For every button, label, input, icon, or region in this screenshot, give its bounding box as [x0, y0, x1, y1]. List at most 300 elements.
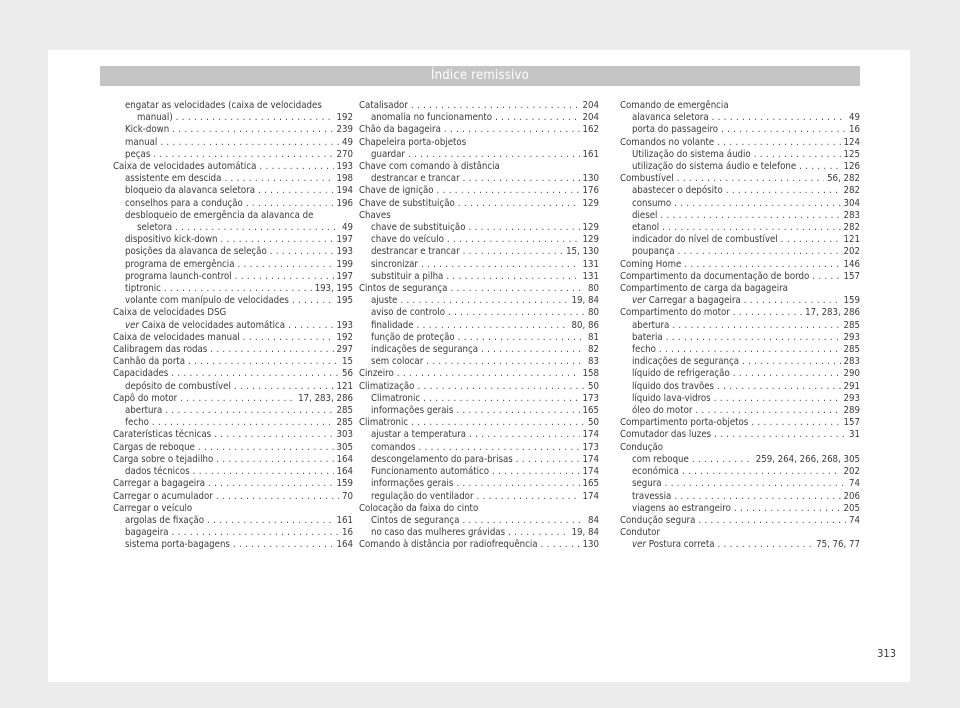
- dot-leader: [674, 491, 840, 503]
- dot-leader: [659, 344, 841, 356]
- index-entry-page: 283: [843, 356, 860, 368]
- index-entry: [620, 527, 860, 539]
- index-entry-page: 193: [336, 161, 353, 173]
- index-entry: [113, 491, 353, 503]
- index-entry: [359, 161, 599, 173]
- index-entry-page: 204: [582, 112, 599, 124]
- index-entry-label: Caraterísticas técnicas: [113, 429, 212, 441]
- dot-leader: [288, 320, 333, 332]
- index-entry-page: 31: [849, 429, 860, 441]
- index-entry-page: 161: [582, 148, 599, 160]
- index-entry: [620, 161, 860, 173]
- index-entry-page: 49: [849, 112, 860, 124]
- index-entry-page: 80: [588, 307, 599, 319]
- index-entry-label: Chave de substituição: [359, 197, 455, 209]
- index-entry-page: 285: [843, 344, 860, 356]
- index-entry: [113, 320, 353, 332]
- index-entry-page: 19, 84: [571, 295, 599, 307]
- index-entry-page: 205: [843, 502, 860, 514]
- dot-leader: [733, 307, 802, 319]
- dot-leader: [469, 222, 580, 234]
- index-entry-page: 174: [582, 490, 599, 502]
- index-entry-label: bloqueio da alavanca seletora: [125, 185, 255, 197]
- dot-leader: [754, 149, 841, 161]
- index-entry: [113, 368, 353, 380]
- index-entry-label: poupança: [632, 246, 675, 258]
- index-entry-page: 165: [582, 405, 599, 417]
- index-entry-label: Carga sobre o tejadilho: [113, 453, 214, 465]
- index-entry-page: 158: [582, 368, 599, 380]
- index-entry: [620, 466, 860, 478]
- index-entry-label: Capô do motor: [113, 392, 178, 404]
- index-entry-label: comandos: [371, 441, 416, 453]
- dot-leader: [235, 271, 334, 283]
- index-entry-page: 193, 195: [314, 283, 353, 295]
- dot-leader: [188, 356, 339, 368]
- dot-leader: [214, 429, 333, 441]
- index-entry-label: informações gerais: [371, 478, 454, 490]
- index-entry: [620, 222, 860, 234]
- index-entry-label: Cintos de segurança: [371, 514, 460, 526]
- index-entry: [113, 185, 353, 197]
- index-entry: [620, 173, 860, 185]
- index-entry-label: Catalisador: [359, 100, 408, 111]
- index-entry: [113, 246, 353, 258]
- index-entry-label: indicações de segurança: [632, 356, 739, 368]
- index-entry-page: 146: [843, 258, 860, 270]
- index-entry: [620, 149, 860, 161]
- index-entry: [359, 283, 599, 295]
- index-entry-page: 84: [588, 514, 599, 526]
- index-entry-label: Compartimento do motor: [620, 307, 730, 319]
- index-entry: [359, 368, 599, 380]
- index-entry: [113, 283, 353, 295]
- index-entry: [620, 259, 860, 271]
- index-entry: [359, 454, 599, 466]
- index-entry-page: 174: [582, 466, 599, 478]
- dot-leader: [216, 491, 339, 503]
- index-entry: [113, 527, 353, 539]
- dot-leader: [172, 124, 333, 136]
- index-entry-label: Compartimento porta-objetos: [620, 417, 749, 429]
- dot-leader: [463, 173, 580, 185]
- dot-leader: [176, 112, 334, 124]
- index-entry-label: programa de emergência: [125, 258, 235, 270]
- index-entry-page: 121: [843, 234, 860, 246]
- dot-leader: [423, 393, 579, 405]
- index-entry-page: 239: [336, 124, 353, 136]
- index-entry: [359, 539, 599, 551]
- page-number: 313: [877, 647, 896, 660]
- index-entry-label: dispositivo kick-down: [125, 234, 218, 246]
- index-entry-page: 206: [843, 490, 860, 502]
- index-entry: [620, 307, 860, 319]
- index-entry-page: 49: [342, 136, 353, 148]
- index-entry-label: Capacidades: [113, 368, 169, 380]
- index-entry-page: 290: [843, 368, 860, 380]
- dot-leader: [397, 368, 580, 380]
- dot-leader: [463, 246, 563, 258]
- see-reference: ver: [632, 295, 646, 307]
- index-entry: [620, 295, 860, 307]
- index-entry-label: abertura: [632, 319, 670, 331]
- index-entry-page: 202: [843, 246, 860, 258]
- index-entry-page: 129: [582, 197, 599, 209]
- dot-leader: [208, 478, 334, 490]
- dot-leader: [714, 393, 841, 405]
- index-entry: [359, 442, 599, 454]
- dot-leader: [160, 137, 339, 149]
- index-entry-label: económica: [632, 466, 679, 478]
- index-entry-label: manual): [137, 112, 173, 124]
- dot-leader: [462, 515, 585, 527]
- index-entry-page: 198: [336, 173, 353, 185]
- index-entry-page: 130: [582, 173, 599, 185]
- index-entry-label: no caso das mulheres grávidas: [371, 527, 506, 539]
- dot-leader: [660, 210, 840, 222]
- index-entry-page: 173: [582, 441, 599, 453]
- dot-leader: [717, 381, 840, 393]
- dot-leader: [799, 161, 840, 173]
- index-entry-page: 81: [588, 331, 599, 343]
- index-entry-page: 130: [582, 539, 599, 551]
- index-entry-label: destrancar e trancar: [371, 246, 460, 258]
- see-reference: ver: [125, 319, 139, 331]
- index-entry-label: Chaves: [359, 209, 391, 221]
- index-entry: [620, 344, 860, 356]
- index-entry: [620, 234, 860, 246]
- index-entry-label: líquido dos travões: [632, 380, 715, 392]
- dot-leader: [508, 527, 568, 539]
- index-entry: [620, 417, 860, 429]
- index-entry-label: diesel: [632, 209, 658, 221]
- dot-leader: [751, 417, 840, 429]
- dot-leader: [682, 466, 841, 478]
- index-entry-label: bagageira: [125, 527, 169, 539]
- index-entry-page: 159: [336, 478, 353, 490]
- dot-leader: [400, 295, 568, 307]
- index-entry-page: 75, 76, 77: [816, 539, 860, 551]
- index-entry-label: Combustível: [620, 173, 674, 185]
- index-entry: [620, 100, 860, 112]
- index-entry: [620, 112, 860, 124]
- index-entry: [359, 137, 599, 149]
- dot-leader: [444, 124, 580, 136]
- dot-leader: [153, 149, 333, 161]
- index-entry-page: 285: [336, 417, 353, 429]
- index-entry-label: finalidade: [371, 319, 414, 331]
- index-entry-label: Compartimento da documentação de bordo: [620, 270, 810, 282]
- index-entry-page: 196: [336, 197, 353, 209]
- dot-leader: [695, 405, 840, 417]
- index-entry: [359, 491, 599, 503]
- index-entry-page: 80, 86: [571, 319, 599, 331]
- index-entry-page: 173: [582, 392, 599, 404]
- dot-leader: [270, 246, 334, 258]
- index-entry-page: 70: [342, 490, 353, 502]
- dot-leader: [684, 259, 840, 271]
- index-entry-page: 15, 130: [566, 246, 599, 258]
- dot-leader: [417, 381, 585, 393]
- index-entry: [359, 503, 599, 515]
- index-entry-label: com reboque: [632, 453, 689, 465]
- dot-leader: [238, 259, 334, 271]
- index-entry: [620, 124, 860, 136]
- index-entry: [359, 307, 599, 319]
- dot-leader: [714, 429, 846, 441]
- index-entry-label: substituir a pilha: [371, 270, 444, 282]
- index-entry: [359, 100, 599, 112]
- index-entry-label: líquido lava-vidros: [632, 392, 711, 404]
- dot-leader: [541, 539, 580, 551]
- index-entry-label: Caixa de velocidades DSG: [113, 307, 227, 319]
- index-entry: [620, 491, 860, 503]
- index-entry-label: porta do passageiro: [632, 124, 719, 136]
- page-title: Índice remissivo: [431, 68, 529, 83]
- index-entry: [359, 173, 599, 185]
- index-entry-page: 157: [843, 417, 860, 429]
- dot-leader: [258, 185, 334, 197]
- dot-leader: [672, 320, 840, 332]
- index-entry-page: 74: [849, 514, 860, 526]
- index-entry-text: Carregar a bagageira: [648, 295, 741, 307]
- index-entry: [113, 466, 353, 478]
- index-entry-label: Climatronic: [359, 417, 409, 429]
- index-entry: [113, 381, 353, 393]
- dot-leader: [678, 246, 841, 258]
- index-entry: [113, 539, 353, 551]
- index-entry-page: 129: [582, 234, 599, 246]
- index-entry: [359, 259, 599, 271]
- index-entry-page: 204: [582, 100, 599, 111]
- dot-leader: [411, 417, 585, 429]
- index-entry: [359, 344, 599, 356]
- dot-leader: [446, 271, 579, 283]
- index-entry-label: bateria: [632, 331, 663, 343]
- index-entry-page: 305: [336, 441, 353, 453]
- index-entry-label: volante com manípulo de velocidades: [125, 295, 289, 307]
- index-entry-label: Coming Home: [620, 258, 682, 270]
- index-entry-label: Carregar a bagageira: [113, 478, 205, 490]
- dot-leader: [742, 356, 841, 368]
- index-entry-page: 83: [588, 356, 599, 368]
- index-entry-page: 16: [849, 124, 860, 136]
- dot-leader: [152, 417, 334, 429]
- dot-leader: [233, 539, 334, 551]
- index-entry-page: 283: [843, 209, 860, 221]
- index-entry-label: líquido de refrigeração: [632, 368, 730, 380]
- dot-leader: [674, 198, 840, 210]
- dot-leader: [426, 356, 585, 368]
- index-entry-page: 131: [582, 270, 599, 282]
- index-entry: [620, 515, 860, 527]
- index-entry: [113, 173, 353, 185]
- index-entry: [113, 149, 353, 161]
- index-entry-page: 293: [843, 392, 860, 404]
- dot-leader: [721, 124, 846, 136]
- index-entry: [359, 393, 599, 405]
- index-entry-page: 192: [336, 112, 353, 124]
- dot-leader: [216, 454, 333, 466]
- index-entry-label: desbloqueio de emergência da alavanca de: [125, 209, 314, 221]
- dot-leader: [246, 198, 334, 210]
- index-entry: [359, 149, 599, 161]
- index-entry-label: Cinzeiro: [359, 368, 394, 380]
- index-entry: [620, 283, 860, 295]
- index-entry-page: 15: [342, 356, 353, 368]
- index-entry: [359, 222, 599, 234]
- index-entry-label: aviso de controlo: [371, 307, 446, 319]
- index-entry-label: [125, 320, 285, 332]
- index-entry: [113, 234, 353, 246]
- index-entry-label: Comando de emergência: [620, 100, 729, 111]
- index-entry-page: 82: [588, 344, 599, 356]
- index-entry-label: peças: [125, 148, 151, 160]
- index-entry-page: 289: [843, 405, 860, 417]
- index-entry-page: 124: [843, 136, 860, 148]
- index-entry: [113, 222, 353, 234]
- dot-leader: [418, 442, 579, 454]
- index-column-3: [620, 100, 860, 552]
- index-entry-label: Comando à distância por radiofrequência: [359, 539, 538, 551]
- index-entry-page: 270: [336, 148, 353, 160]
- index-entry: [620, 381, 860, 393]
- index-entry-label: manual: [125, 136, 158, 148]
- index-column-2: [359, 100, 599, 552]
- index-entry-label: ajuste: [371, 295, 398, 307]
- index-entry: [359, 478, 599, 490]
- index-entry-page: 17, 283, 286: [805, 307, 860, 319]
- dot-leader: [417, 320, 569, 332]
- dot-leader: [421, 259, 580, 271]
- index-entry-label: indicador do nível de combustível: [632, 234, 778, 246]
- index-entry-label: programa launch-control: [125, 270, 232, 282]
- index-entry: [113, 271, 353, 283]
- index-entry: [113, 393, 353, 405]
- dot-leader: [259, 161, 333, 173]
- index-entry: [113, 515, 353, 527]
- index-entry: [113, 112, 353, 124]
- index-entry-label: Carregar o veículo: [113, 502, 193, 514]
- index-entry-label: fecho: [632, 344, 656, 356]
- index-entry: [620, 368, 860, 380]
- index-entry: [620, 210, 860, 222]
- index-entry: [620, 393, 860, 405]
- index-entry: [359, 381, 599, 393]
- index-entry-page: 174: [582, 429, 599, 441]
- dot-leader: [733, 368, 841, 380]
- index-entry-label: seletora: [137, 222, 173, 234]
- index-entry: [113, 405, 353, 417]
- index-entry: [620, 137, 860, 149]
- index-entry-text: Caixa de velocidades automática: [141, 319, 286, 331]
- index-entry-label: Chão da bagageira: [359, 124, 441, 136]
- index-entry-label: indicações de segurança: [371, 344, 478, 356]
- dot-leader: [492, 466, 579, 478]
- index-entry-label: abertura: [125, 405, 163, 417]
- index-entry: [113, 198, 353, 210]
- dot-leader: [408, 149, 580, 161]
- index-entry-page: 293: [843, 331, 860, 343]
- dot-leader: [495, 112, 579, 124]
- index-entry: [113, 332, 353, 344]
- index-entry-label: ajustar a temperatura: [371, 429, 467, 441]
- index-entry-label: dados técnicos: [125, 466, 190, 478]
- index-entry-label: Kick-down: [125, 124, 170, 136]
- dot-leader: [243, 332, 334, 344]
- dot-leader: [744, 295, 841, 307]
- dot-leader: [447, 234, 580, 246]
- index-entry: [113, 295, 353, 307]
- index-entry-page: 162: [582, 124, 599, 136]
- index-entry-page: 49: [342, 222, 353, 234]
- index-column-1: [113, 100, 353, 552]
- index-entry-label: argolas de fixação: [125, 514, 205, 526]
- dot-leader: [207, 515, 333, 527]
- index-entry: [359, 332, 599, 344]
- index-entry-page: 164: [336, 539, 353, 551]
- index-entry-page: 285: [336, 405, 353, 417]
- index-entry: [113, 124, 353, 136]
- dot-leader: [234, 381, 334, 393]
- index-entry-label: Canhão da porta: [113, 356, 186, 368]
- index-entry: [359, 515, 599, 527]
- index-entry-label: [632, 539, 715, 551]
- index-entry: [620, 539, 860, 551]
- index-entry-label: fecho: [125, 417, 149, 429]
- index-entry-page: 259, 264, 266, 268, 305: [755, 453, 860, 465]
- dot-leader: [164, 283, 312, 295]
- index-entry-label: Comandos no volante: [620, 136, 715, 148]
- index-entry: [620, 198, 860, 210]
- index-entry-label: travessia: [632, 490, 672, 502]
- index-entry-label: óleo do motor: [632, 405, 693, 417]
- dot-leader: [516, 454, 580, 466]
- index-entry-label: Condução: [620, 441, 664, 453]
- dot-leader: [717, 137, 840, 149]
- dot-leader: [477, 491, 580, 503]
- index-entry-page: 197: [336, 270, 353, 282]
- index-entry: [620, 405, 860, 417]
- index-entry-page: 193: [336, 246, 353, 258]
- dot-leader: [193, 466, 334, 478]
- index-entry: [359, 234, 599, 246]
- index-entry-label: chave do veículo: [371, 234, 444, 246]
- index-entry-label: Calibragem das rodas: [113, 344, 208, 356]
- dot-leader: [198, 442, 334, 454]
- index-entry: [113, 429, 353, 441]
- index-entry-page: 282: [843, 185, 860, 197]
- index-entry-label: tiptronic: [125, 283, 161, 295]
- index-entry-label: engatar as velocidades (caixa de velocidades: [125, 100, 322, 111]
- index-entry: [359, 112, 599, 124]
- index-entry-label: assistente em descida: [125, 173, 222, 185]
- index-entry-label: Caixa de velocidades manual: [113, 331, 240, 343]
- index-entry-label: Compartimento de carga da bagageira: [620, 283, 788, 295]
- index-entry-label: Funcionamento automático: [371, 466, 490, 478]
- index-entry-label: abastecer o depósito: [632, 185, 723, 197]
- index-entry-label: Cintos de segurança: [359, 283, 448, 295]
- index-entry: [113, 356, 353, 368]
- index-entry-label: sincronizar: [371, 258, 418, 270]
- index-entry-label: [632, 295, 741, 307]
- index-entry: [359, 271, 599, 283]
- index-entry: [620, 356, 860, 368]
- index-entry: [620, 320, 860, 332]
- index-entry-label: sem colocar: [371, 356, 424, 368]
- index-entry-page: 50: [588, 417, 599, 429]
- index-entry-label: segura: [632, 478, 662, 490]
